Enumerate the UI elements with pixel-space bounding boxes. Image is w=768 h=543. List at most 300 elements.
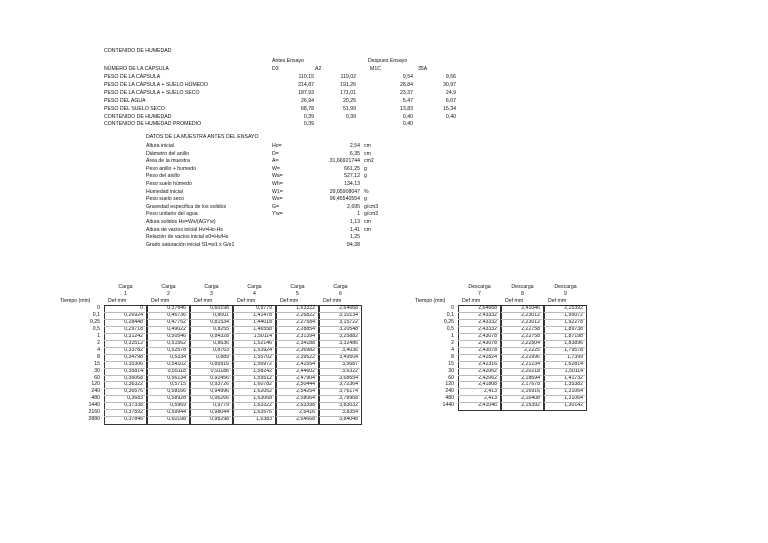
cell-divider: [104, 340, 145, 341]
cell-divider: [501, 354, 542, 355]
time-value: 0,25: [443, 318, 454, 325]
deformation-value: 2,42824: [478, 353, 497, 360]
deformation-value: 2,64668: [296, 416, 315, 423]
sample-row-label: Altura de vacios inicial Hv=Ho-Hs: [146, 226, 223, 233]
cell-divider: [458, 402, 499, 403]
sample-row-label: Altura inicial: [146, 143, 174, 149]
sample-row-value: 1,41: [349, 226, 360, 233]
deformation-value: 0,29718: [124, 325, 143, 332]
cell-divider: [544, 312, 585, 313]
cell-divider: [319, 388, 360, 389]
sample-row-value: 1: [357, 211, 360, 218]
deformation-value: 0,91186: [210, 367, 229, 374]
sample-row-symbol: Wa=: [272, 173, 283, 180]
sample-row-label: Humedad inicial: [146, 188, 183, 195]
sample-row-label: Peso suelo seco: [146, 196, 185, 203]
time-value: 60: [94, 374, 100, 381]
humidity-row-label: PESO DEL AGUA: [104, 97, 146, 104]
cell-divider: [319, 354, 360, 355]
cell-divider: [147, 333, 188, 334]
cell-divider: [190, 402, 231, 403]
deformation-value: 2,18694: [521, 374, 540, 381]
cell-divider: [544, 333, 585, 334]
cell-divider: [190, 416, 231, 417]
humidity-value: 15,34: [443, 105, 456, 112]
cell-divider: [319, 409, 360, 410]
cell-divider: [147, 361, 188, 362]
deformation-value: 2,44602: [296, 367, 315, 374]
deformation-value: 1,63068: [253, 395, 272, 402]
cell-divider: [190, 375, 231, 376]
deformation-value: 1,92278: [564, 318, 583, 325]
cell-divider: [104, 395, 145, 396]
cell-divider: [276, 312, 317, 313]
cell-divider: [190, 381, 231, 382]
humidity-value: 0,39: [303, 113, 314, 120]
deformation-value: 2,50444: [296, 381, 315, 388]
cell-divider: [147, 319, 188, 320]
cell-divider: [458, 326, 499, 327]
deformation-value: 2,15392: [564, 305, 583, 311]
deformation-value: 1,30142: [564, 402, 583, 409]
time-value: 8: [97, 353, 100, 360]
deformation-value: 0,34798: [124, 353, 143, 360]
cell-divider: [233, 375, 274, 376]
time-value: 0: [97, 305, 100, 311]
sample-row-unit: g: [364, 165, 367, 172]
deformation-value: 2,23012: [521, 311, 540, 318]
deformation-value: 1,53924: [253, 346, 272, 353]
cell-divider: [276, 381, 317, 382]
cell-divider: [276, 347, 317, 348]
cell-divider: [544, 381, 585, 382]
cell-divider: [276, 402, 317, 403]
deformation-value: 3,72364: [339, 381, 358, 388]
deformation-value: 0,28448: [124, 318, 143, 325]
time-value: 2160: [88, 409, 100, 416]
humidity-row-label: PESO DE LA CÁPSULA + SUELO HÚMEDO: [104, 81, 208, 88]
cell-divider: [104, 312, 145, 313]
time-value: 1: [97, 332, 100, 339]
cell-divider: [190, 326, 231, 327]
time-value: 30: [448, 367, 454, 374]
cell-divider: [501, 347, 542, 348]
deformation-value: 0,33782: [124, 346, 143, 353]
cell-divider: [233, 319, 274, 320]
cell-divider: [319, 375, 360, 376]
deformation-value: 0: [140, 305, 143, 311]
deformation-value: 0,96266: [210, 395, 229, 402]
cell-divider: [501, 340, 542, 341]
cell-divider: [104, 361, 145, 362]
time-value: 0,5: [92, 325, 100, 332]
cell-divider: [319, 333, 360, 334]
cell-divider: [501, 312, 542, 313]
deformation-value: 1,83896: [564, 339, 583, 346]
deformation-value: 0,35306: [124, 360, 143, 367]
deformation-value: 0,5334: [170, 353, 186, 360]
deformation-value: 0,54102: [167, 360, 186, 367]
deformation-value: 0,58928: [167, 395, 186, 402]
deformation-header: Def mm: [548, 298, 567, 304]
cell-divider: [233, 312, 274, 313]
cell-divider: [233, 340, 274, 341]
cell-divider: [501, 368, 542, 369]
sample-row-symbol: Ws=: [272, 196, 283, 203]
humidity-value: 0,39: [345, 113, 356, 120]
cell-divider: [190, 319, 231, 320]
deformation-value: 1,52146: [253, 339, 272, 346]
deformation-value: 3,84048: [339, 416, 358, 423]
sample-row-unit: cm: [364, 226, 371, 233]
cell-divider: [147, 402, 188, 403]
cell-divider: [104, 402, 145, 403]
cell-divider: [544, 319, 585, 320]
cell-divider: [104, 319, 145, 320]
deformation-value: 1,63322: [253, 402, 272, 409]
cell-divider: [458, 388, 499, 389]
deformation-value: 2,42062: [478, 367, 497, 374]
load-group-label: Carga: [333, 284, 348, 290]
cell-divider: [544, 402, 585, 403]
deformation-value: 0,8763: [213, 346, 229, 353]
cell-divider: [104, 354, 145, 355]
deformation-value: 2,64668: [478, 305, 497, 311]
deformation-value: 2,54254: [296, 388, 315, 395]
deformation-value: 3,15722: [339, 318, 358, 325]
deformation-value: 2,43332: [478, 311, 497, 318]
deformation-value: 2,21996: [521, 353, 540, 360]
cell-divider: [458, 312, 499, 313]
cell-divider: [276, 409, 317, 410]
humidity-value: 0,40: [402, 121, 413, 128]
capsule-number-label: NÚMERO DE LA CÁPSULA: [104, 66, 169, 72]
cell-divider: [147, 409, 188, 410]
deformation-value: 1,44018: [253, 318, 272, 325]
deformation-value: 1,6383: [256, 416, 272, 423]
deformation-value: 1,87198: [564, 332, 583, 339]
time-value: 0,5: [446, 325, 454, 332]
deformation-value: 0,52578: [167, 346, 186, 353]
cell-divider: [458, 319, 499, 320]
cell-divider: [104, 326, 145, 327]
cell-divider: [458, 347, 499, 348]
cell-divider: [276, 416, 317, 417]
load-group-label: Carga: [204, 284, 219, 290]
deformation-value: 1,59512: [253, 374, 272, 381]
cell-divider: [233, 368, 274, 369]
deformation-value: 2,58064: [296, 395, 315, 402]
humidity-value: 5,47: [402, 97, 413, 104]
cell-divider: [501, 333, 542, 334]
deformation-header: Def mm: [151, 298, 170, 304]
deformation-value: 2,22758: [521, 325, 540, 332]
deformation-value: 2,21234: [521, 360, 540, 367]
time-value: 240: [445, 388, 454, 395]
deformation-value: 1,50114: [564, 367, 583, 374]
sample-row-unit: cm: [364, 150, 371, 157]
time-value: 30: [94, 367, 100, 374]
sample-row-unit: cm2: [364, 158, 374, 165]
cell-divider: [319, 340, 360, 341]
humidity-row-label: PESO DE LA CÁPSULA + SUELO SECO: [104, 89, 200, 96]
deformation-value: 2,43078: [478, 339, 497, 346]
cell-divider: [147, 354, 188, 355]
deformation-value: 2,31394: [296, 332, 315, 339]
before-test-label: Antes Ensayo: [272, 58, 305, 64]
deformation-value: 3,68554: [339, 374, 358, 381]
deformation-value: 3,6322: [342, 367, 358, 374]
sample-row-value: 2,54: [349, 143, 360, 149]
cell-divider: [458, 368, 499, 369]
humidity-title: CONTENIDO DE HUMEDAD: [104, 48, 172, 54]
cell-divider: [319, 368, 360, 369]
deformation-header: Def mm: [280, 298, 299, 304]
deformation-value: 0,60198: [210, 305, 229, 311]
sample-data-title: DATOS DE LA MUESTRA ANTES DEL ENSAYO: [146, 134, 259, 140]
deformation-value: 1,60782: [253, 381, 272, 388]
deformation-value: 0,31242: [124, 332, 143, 339]
cell-divider: [233, 409, 274, 410]
humidity-value: 20,25: [343, 97, 356, 104]
time-value: 4: [451, 346, 454, 353]
deformation-value: 2,41808: [478, 381, 497, 388]
cell-divider: [190, 340, 231, 341]
deformation-value: 1,41478: [253, 311, 272, 318]
deformation-value: 1,50114: [253, 332, 272, 339]
sample-row-label: Área de la muestra: [146, 158, 190, 165]
deformation-value: 2,34188: [296, 339, 315, 346]
deformation-value: 3,25882: [339, 332, 358, 339]
deformation-value: 1,89738: [564, 325, 583, 332]
humidity-value: 0,40: [402, 113, 413, 120]
time-value: 2: [97, 339, 100, 346]
deformation-value: 0,35814: [124, 367, 143, 374]
humidity-value: 24,9: [445, 89, 456, 96]
deformation-value: 0,47752: [167, 318, 186, 325]
time-value: 0,1: [446, 311, 454, 318]
load-group-number: 2: [167, 291, 170, 297]
cell-divider: [147, 326, 188, 327]
cell-divider: [233, 388, 274, 389]
sample-row-value: 96,45540554: [329, 196, 360, 203]
cell-divider: [104, 381, 145, 382]
deformation-value: 0,51562: [167, 339, 186, 346]
cell-divider: [458, 395, 499, 396]
time-header: Tiempo (min): [60, 298, 91, 304]
deformation-value: 0,50546: [167, 332, 186, 339]
deformation-value: 0,37846: [167, 305, 186, 311]
cell-divider: [190, 312, 231, 313]
humidity-value: 23,37: [400, 89, 413, 96]
sample-row-label: Diámetro del anillo: [146, 150, 189, 157]
deformation-value: 0,93726: [210, 381, 229, 388]
deformation-value: 0,98044: [210, 409, 229, 416]
sample-row-value: 1,13: [349, 219, 360, 225]
deformation-value: 2,28854: [296, 325, 315, 332]
cell-divider: [501, 375, 542, 376]
cell-divider: [190, 395, 231, 396]
cell-divider: [276, 326, 317, 327]
deformation-value: 2,39522: [296, 353, 315, 360]
capsule-id: A2: [315, 66, 322, 72]
cell-divider: [319, 312, 360, 313]
cell-divider: [147, 340, 188, 341]
cell-divider: [319, 416, 360, 417]
humidity-row-label: PESO DEL SUELO SECO: [104, 105, 165, 112]
deformation-value: 0,59944: [167, 409, 186, 416]
deformation-value: 0,889: [216, 353, 229, 360]
cell-divider: [233, 395, 274, 396]
cell-divider: [276, 388, 317, 389]
cell-divider: [319, 395, 360, 396]
humidity-value: 110,15: [298, 74, 314, 80]
cell-divider: [501, 319, 542, 320]
sample-row-unit: g: [364, 173, 367, 180]
time-value: 0,25: [89, 318, 100, 325]
cell-divider: [190, 347, 231, 348]
deformation-value: 2,43078: [478, 332, 497, 339]
humidity-value: 30,97: [443, 81, 456, 88]
deformation-value: 1,56972: [253, 360, 272, 367]
deformation-value: 2,16408: [521, 395, 540, 402]
cell-divider: [147, 388, 188, 389]
sample-row-unit: g: [364, 196, 367, 203]
cell-divider: [233, 361, 274, 362]
sample-row-unit: g/cm3: [364, 203, 379, 210]
deformation-value: 1,58242: [253, 367, 272, 374]
deformation-value: 0,36576: [124, 388, 143, 395]
cell-divider: [544, 354, 585, 355]
deformation-value: 2,22758: [521, 332, 540, 339]
load-group-label: Carga: [247, 284, 262, 290]
cell-divider: [501, 361, 542, 362]
cell-divider: [319, 319, 360, 320]
deformation-value: 0,56134: [167, 374, 186, 381]
deformation-value: 2,41046: [521, 305, 540, 311]
cell-divider: [104, 409, 145, 410]
deformation-header: Def mm: [237, 298, 256, 304]
after-test-label: Despues Ensayo: [368, 58, 408, 64]
deformation-value: 2,23012: [521, 318, 540, 325]
load-group-number: 4: [253, 291, 256, 297]
deformation-value: 2,42062: [478, 374, 497, 381]
cell-divider: [147, 375, 188, 376]
cell-divider: [233, 333, 274, 334]
deformation-value: 0,58166: [167, 388, 186, 395]
load-group-number: 1: [124, 291, 127, 297]
deformation-value: 0,5969: [170, 402, 186, 409]
deformation-value: 2,27584: [296, 318, 315, 325]
sample-row-label: Altura solidos Hs=Ws/(AGƳw): [146, 219, 216, 225]
sample-row-label: Relación de vacios inicial e0=Hv/Hs: [146, 234, 229, 241]
deformation-value: 0,8001: [213, 311, 229, 318]
time-header: Tiempo (min): [415, 298, 446, 304]
cell-divider: [544, 361, 585, 362]
cell-divider: [147, 312, 188, 313]
time-value: 4: [97, 346, 100, 353]
deformation-value: 0,89916: [210, 360, 229, 367]
cell-divider: [104, 388, 145, 389]
time-value: 1440: [442, 402, 454, 409]
sample-row-value: 134,13: [344, 181, 360, 187]
humidity-value: 68,78: [301, 105, 314, 112]
cell-divider: [233, 347, 274, 348]
cell-divider: [233, 381, 274, 382]
deformation-value: 1,95072: [564, 311, 583, 318]
load-group-label: Descarga: [554, 284, 577, 290]
deformation-value: 0,36068: [124, 374, 143, 381]
deformation-value: 0,98298: [210, 416, 229, 423]
time-value: 120: [91, 381, 100, 388]
deformation-value: 0,49022: [167, 325, 186, 332]
deformation-value: 2,413: [484, 388, 497, 395]
sample-row-symbol: Ho=: [272, 143, 282, 149]
deformation-value: 2,43078: [478, 346, 497, 353]
cell-divider: [544, 388, 585, 389]
cell-divider: [190, 354, 231, 355]
deformation-value: 3,32486: [339, 339, 358, 346]
cell-divider: [501, 326, 542, 327]
deformation-value: 3,10134: [339, 311, 358, 318]
cell-divider: [147, 347, 188, 348]
cell-divider: [276, 340, 317, 341]
humidity-value: 171,01: [340, 89, 356, 96]
sample-row-label: Peso unitario del agua: [146, 211, 198, 218]
cell-divider: [501, 402, 542, 403]
deformation-value: 0,37338: [124, 402, 143, 409]
cell-divider: [233, 326, 274, 327]
deformation-value: 3,8354: [342, 409, 358, 416]
cell-divider: [190, 361, 231, 362]
humidity-value: 28,84: [400, 81, 413, 88]
deformation-value: 1,62814: [564, 360, 583, 367]
deformation-value: 2,6416: [299, 409, 315, 416]
deformation-value: 1,46558: [253, 325, 272, 332]
deformation-header: Def mm: [194, 298, 213, 304]
cell-divider: [276, 375, 317, 376]
load-group-label: Carga: [161, 284, 176, 290]
deformation-value: 2,20218: [521, 367, 540, 374]
deformation-value: 2,22504: [521, 339, 540, 346]
sample-row-symbol: W=: [272, 165, 280, 172]
deformation-value: 3,78968: [339, 395, 358, 402]
cell-divider: [544, 375, 585, 376]
cell-divider: [319, 361, 360, 362]
humidity-row-label: CONTENIDO DE HUMEDAD PROMEDIO: [104, 121, 202, 128]
time-value: 2: [451, 339, 454, 346]
cell-divider: [190, 333, 231, 334]
deformation-value: 1,41732: [564, 374, 583, 381]
time-value: 1440: [88, 402, 100, 409]
cell-divider: [147, 416, 188, 417]
sample-row-value: 84,38: [347, 241, 360, 248]
load-group-label: Carga: [118, 284, 133, 290]
cell-divider: [104, 375, 145, 376]
deformation-value: 2,15392: [521, 402, 540, 409]
deformation-value: 0,92456: [210, 374, 229, 381]
time-value: 0: [451, 305, 454, 311]
sample-row-unit: g/cm3: [364, 211, 379, 218]
cell-divider: [458, 375, 499, 376]
time-value: 0,1: [92, 311, 100, 318]
cell-divider: [276, 368, 317, 369]
sample-row-symbol: D=: [272, 150, 279, 157]
deformation-value: 0,60198: [167, 416, 186, 423]
load-group-label: Descarga: [468, 284, 491, 290]
sample-row-value: 6,35: [349, 150, 360, 157]
sample-row-value: 2,695: [347, 203, 360, 210]
